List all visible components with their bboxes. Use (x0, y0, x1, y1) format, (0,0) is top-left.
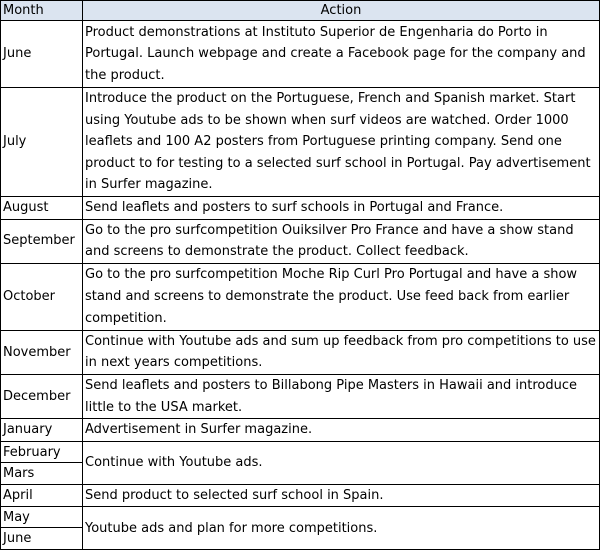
table-row (1, 21, 600, 88)
month-label: Mars (3, 465, 35, 481)
month-cell: August (1, 197, 83, 220)
header-row (1, 1, 600, 21)
table-row (1, 374, 600, 418)
action-cell: Send product to selected surf school in Spain. (83, 484, 600, 507)
action-cell: Go to the pro surfcompetition Moche Rip Curl Pro Portugal and have a show stand and screens to demonstrate the product. Use feed back from earlier competition. (83, 263, 600, 330)
month-label: May (1, 507, 82, 528)
action-cell: Product demonstrations at Instituto Superior de Engenharia do Porto in Portugal. Launch webpage and create a Facebook page for the company and the product. (83, 21, 600, 88)
action-cell: Continue with Youtube ads. (83, 441, 600, 484)
table-row (1, 263, 600, 330)
action-cell: Go to the pro surfcompetition Ouiksilver Pro France and have a show stand and screens to demonstrate the product. Collect feedback. (83, 219, 600, 263)
action-column-header: Action (83, 1, 600, 21)
month-column-header: Month (1, 1, 83, 21)
table-row (1, 507, 600, 550)
month-cell: January (1, 419, 83, 442)
month-cell: October (1, 263, 83, 330)
table-row (1, 484, 600, 507)
action-cell: Advertisement in Surfer magazine. (83, 419, 600, 442)
action-cell: Send leaflets and posters to Billabong Pipe Masters in Hawaii and introduce little to the USA market. (83, 374, 600, 418)
month-cell (1, 507, 83, 550)
month-cell: December (1, 374, 83, 418)
action-cell: Send leaflets and posters to surf schools in Portugal and France. (83, 197, 600, 220)
month-label: February (1, 442, 82, 463)
month-cell: September (1, 219, 83, 263)
action-cell: Continue with Youtube ads and sum up feedback from pro competitions to use in next years competitions. (83, 330, 600, 374)
month-cell: November (1, 330, 83, 374)
table-row (1, 219, 600, 263)
month-cell: July (1, 88, 83, 197)
table-row (1, 419, 600, 442)
table-row (1, 197, 600, 220)
month-cell: June (1, 21, 83, 88)
month-label: June (3, 531, 32, 547)
action-cell: Youtube ads and plan for more competitions. (83, 507, 600, 550)
table-row (1, 441, 600, 484)
table-row (1, 88, 600, 197)
month-cell (1, 441, 83, 484)
table-row (1, 330, 600, 374)
month-cell: April (1, 484, 83, 507)
action-cell: Introduce the product on the Portuguese, French and Spanish market. Start using Youtube ads to be shown when surf videos are watched. Order 1000 leaflets and 100 A2 posters from Portuguese printing company. Send one product to for testing to a selected surf school in Portugal. Pay advertisement in Surfer magazine. (83, 88, 600, 197)
